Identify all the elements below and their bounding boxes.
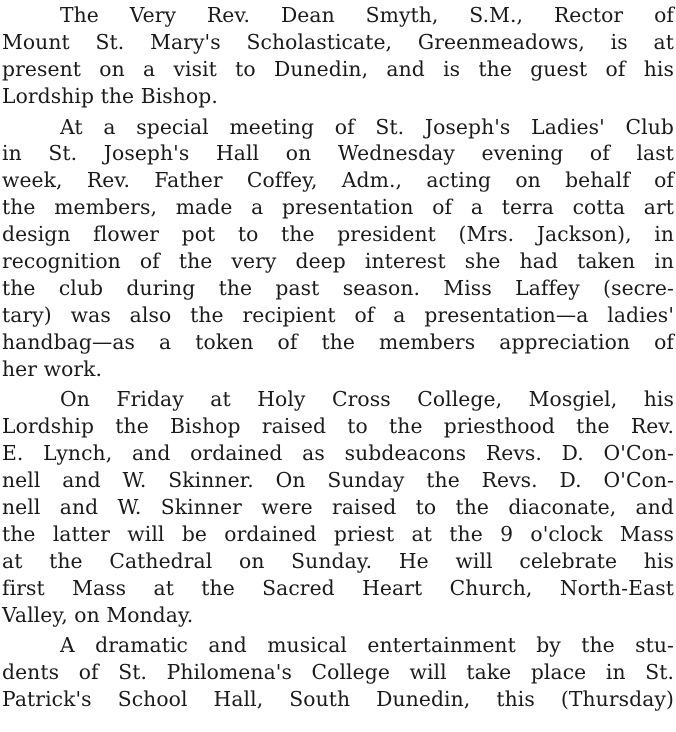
text-line: Patrick's School Hall, South Dunedin, this (Thursday) — [2, 687, 674, 712]
text-line: the members, made a presentation of a terra cotta art — [2, 195, 674, 220]
text-line: tary) was also the recipient of a presentation—a ladies' — [2, 302, 674, 327]
article-column — [2, 2, 674, 717]
text-line: her work. — [2, 356, 103, 381]
text-line: present on a visit to Dunedin, and is the guest of his — [2, 56, 674, 81]
text-line: E. Lynch, and ordained as subdeacons Revs. D. O'Con- — [2, 441, 674, 466]
paragraph-philomena-entertainment — [2, 632, 674, 713]
text-line: nell and W. Skinner were raised to the diaconate, and — [2, 495, 674, 520]
text-line: first Mass at the Sacred Heart Church, North-East — [2, 575, 674, 600]
text-line: at the Cathedral on Sunday. He will celebrate his — [2, 548, 674, 573]
text-line: dents of St. Philomena's College will take place in St. — [2, 660, 674, 685]
text-line: The Very Rev. Dean Smyth, S.M., Rector of — [60, 3, 674, 27]
text-line: in St. Joseph's Hall on Wednesday evening of last — [2, 141, 674, 166]
text-line: Valley, on Monday. — [2, 602, 194, 627]
text-line: At a special meeting of St. Joseph's Ladies' Club — [60, 114, 674, 139]
text-line: the latter will be ordained priest at the 9 o'clock Mass — [2, 521, 674, 546]
text-line: Lordship the Bishop. — [2, 83, 218, 108]
paragraph-dean-smyth — [2, 2, 674, 110]
paragraph-ladies-club — [2, 114, 674, 383]
text-line: Lordship the Bishop raised to the priesthood the Rev. — [2, 414, 674, 439]
paragraph-holy-cross-ordination — [2, 386, 674, 628]
text-line: Mount St. Mary's Scholasticate, Greenmeadows, is at — [2, 29, 674, 54]
text-line: design flower pot to the president (Mrs. Jackson), in — [2, 222, 674, 247]
text-line: On Friday at Holy Cross College, Mosgiel, his — [60, 387, 674, 412]
text-line: week, Rev. Father Coffey, Adm., acting on behalf of — [2, 168, 674, 193]
text-line: A dramatic and musical entertainment by the stu- — [60, 633, 674, 658]
text-line: recognition of the very deep interest she had taken in — [2, 249, 674, 274]
text-line: handbag—as a token of the members appreciation of — [2, 329, 674, 354]
text-line: the club during the past season. Miss Laffey (secre- — [2, 275, 674, 300]
text-line: nell and W. Skinner. On Sunday the Revs. D. O'Con- — [2, 468, 674, 493]
